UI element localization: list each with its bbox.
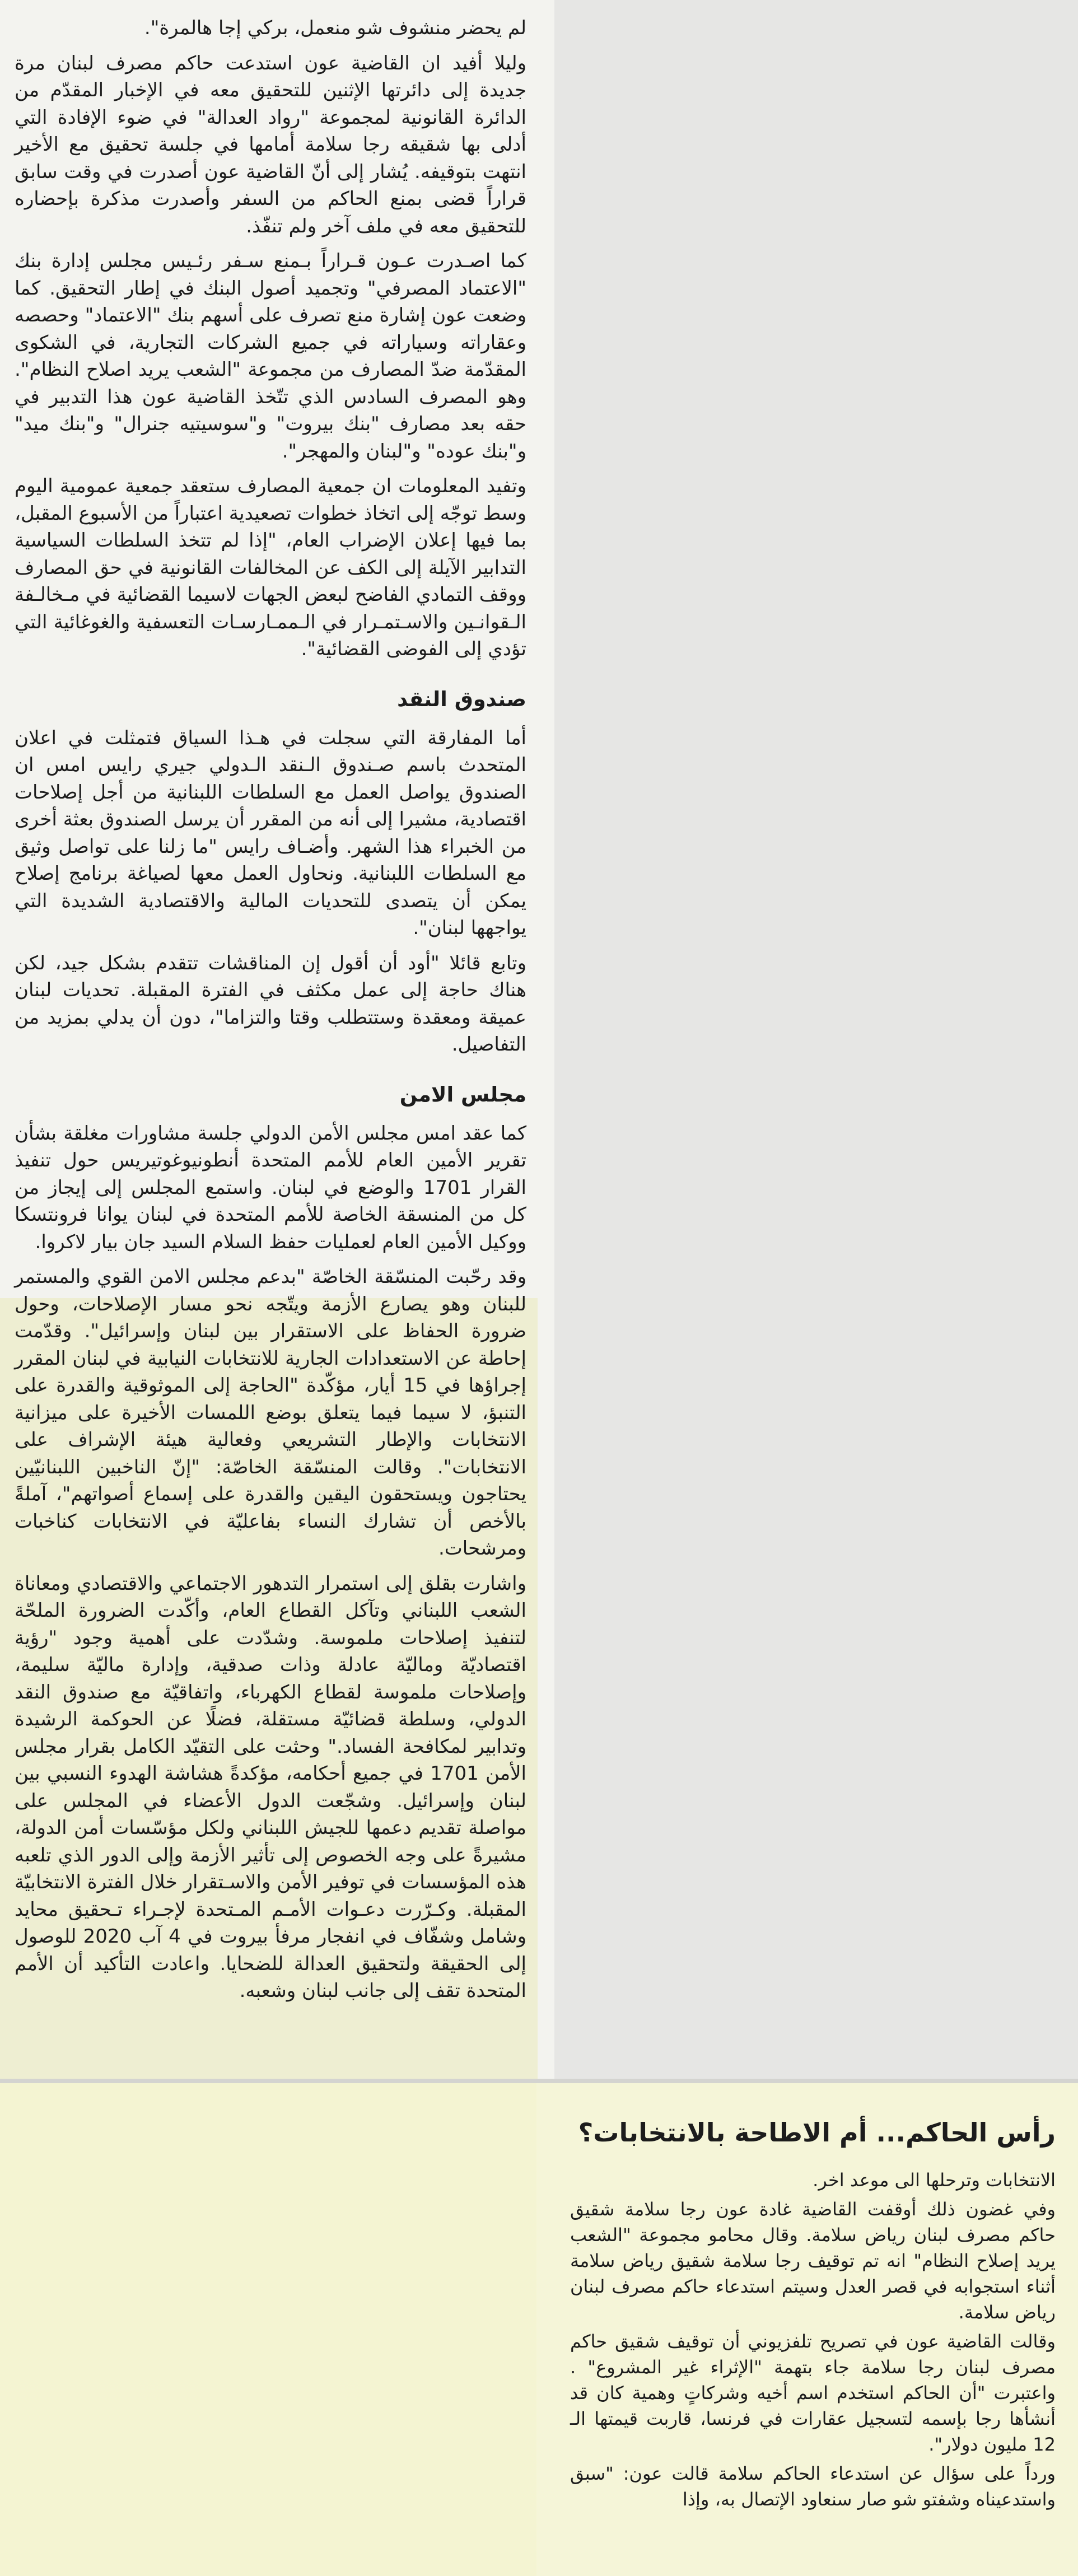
- paragraph: وتابع قائلا "أود أن أقول إن المناقشات تتقدم بشكل جيد، لكن هناك حاجة إلى عمل مكثف في الفترة المقبلة. تحديات لبنان عميقة ومعقدة وستتطلب وقتا والتزاما"، دون أن يدلي بمزيد من التفاصيل.: [15, 951, 526, 1056]
- bottom-left-background: [0, 2083, 536, 2576]
- paragraph: كما اصـدرت عـون قـراراً بـمنع سـفر رئـيس مجلس إدارة بنك "الاعتماد المصرفي" وتجميد أصول البنك في إطار التحقيق. كما وضعت عون إشارة منع تصرف على أسهم بنك "الاعتماد" وحصصه وعقاراته وسياراته في جميع الشركات التجارية، في الشكوى المقدّمة ضدّ المصارف من مجموعة "الشعب يريد اصلاح النظام". وهو المصرف السادس الذي تتّخذ القاضية عون هذا التدبير في حقه بعد مصارف "بنك بيروت" و"سوسيتيه جنرال" و"بنك ميد" و"بنك عوده" و"لبنان والمهجر".: [15, 250, 526, 463]
- section-heading-imf: صندوق النقد: [397, 687, 526, 711]
- article-clipping-top: [0, 0, 554, 2079]
- paragraph: واشارت بقلق إلى استمرار التدهور الاجتماعي والاقتصادي ومعاناة الشعب اللبناني وتآكل القطاع العام، وأكّدت الضرورة الملحّة لتنفيذ إصلاحات ملموسة. وشدّدت على أهمية وجود "رؤية اقتصاديّة وماليّة عادلة وذات صدقية، وإدارة ماليّة سليمة، وإصلاحات ملموسة لقطاع الكهرباء، واتفاقيّة مع صندوق النقد الدولي، وسلطة قضائيّة مستقلة، فضلًا عن الحوكمة الرشيدة وتدابير لمكافحة الفساد." وحثت على التقيّد الكامل بقرار مجلس الأمن 1701 في جميع أحكامه، مؤكدةً هشاشة الهدوء النسبي بين لبنان وإسرائيل. وشجّعت الدول الأعضاء في المجلس على مواصلة تقديم دعمها للجيش اللبناني ولكل مؤسّسات أمن الدولة، مشيرةً على وجه الخصوص إلى تأثير الأزمة وإلى الدور الذي تلعبه هذه المؤسسات في توفير الأمن والاسـتقرار خلال الفترة الانتخابيّة المقبلة. وكـرّرت دعـوات الأمـم المـتحدة لإجـراء تـحقيق محايد وشامل وشفّاف في انفجار مرفأ بيروت في 4 آب 2020 للوصول إلى الحقيقة ولتحقيق العدالة للضحايا. واعادت التأكيد أن الأمم المتحدة تقف إلى جانب لبنان وشعبه.: [15, 1572, 526, 2002]
- paragraph: وفي غضون ذلك أوقفت القاضية غادة عون رجا سلامة شقيق حاكم مصرف لبنان رياض سلامة. وقال محامو مجموعة "الشعب يريد إصلاح النظام" انه تم توقيف رجا سلامة شقيق رياض سلامة أثناء استجوابه في قصر العدل وسيتم استدعاء حاكم مصرف لبنان رياض سلامة.: [570, 2199, 1056, 2323]
- paragraph: وقد رحّبت المنسّقة الخاصّة "بدعم مجلس الامن القوي والمستمر للبنان وهو يصارع الأزمة ويتّجه نحو مسار الإصلاحات، وحول ضرورة الحفاظ على الاستقرار بين لبنان وإسرائيل". وقدّمت إحاطة عن الاستعدادات الجارية للانتخابات النيابية في لبنان المقرر إجراؤها في 15 أيار، مؤكّدة "الحاجة إلى الموثوقية والقدرة على التنبؤ، لا سيما فيما يتعلق بوضع اللمسات الأخيرة على ميزانية الانتخابات والإطار التشريعي وفعالية هيئة الإشراف على الانتخابات". وقالت المنسّقة الخاصّة: "إنّ الناخبين اللبنانيّين يحتاجون ويستحقون اليقين والقدرة على إسماع أصواتهم"، آملةً بالأخص أن تشارك النساء بفاعليّة في الانتخابات كناخبات ومرشحات.: [15, 1266, 526, 1560]
- paragraph: لم يحضر منشوف شو منعمل، بركي إجا هالمرة".: [144, 17, 526, 39]
- article-clipping-bottom: [536, 2083, 1078, 2576]
- article-headline: رأس الحاكم... أم الاطاحة بالانتخابات؟: [578, 2117, 1056, 2148]
- paragraph: أما المفارقة التي سجلت في هـذا السياق فتمثلت في اعلان المتحدث باسم صـندوق الـنقد الـدولي جيري رايس امس ان الصندوق يواصل العمل مع السلطات اللبنانية من أجل إصلاحات اقتصادية، مشيرا إلى أنه من المقرر أن يرسل الصندوق بعثة أخرى من الخبراء هذا الشهر. وأضـاف رايس "ما زلنا على تواصل وثيق مع السلطات اللبنانية. ونحاول العمل معها لصياغة برنامج إصلاح يمكن أن يتصدى للتحديات المالية والاقتصادية الشديدة التي يواجهها لبنان".: [15, 726, 526, 939]
- paragraph: وقالت القاضية عون في تصريح تلفزيوني أن توقيف شقيق حاكم مصرف لبنان رجا سلامة جاء بتهمة "الإثراء غير المشروع" . واعتبرت "أن الحاكم استخدم اسم أخيه وشركاتٍ وهمية كان قد أنشأها رجا بإسمه لتسجيل عقارات في فرنسا، قاربت قيمتها الـ 12 مليون دولار".: [570, 2331, 1056, 2455]
- paragraph: وليلا أفيد ان القاضية عون استدعت حاكم مصرف لبنان مرة جديدة إلى دائرتها الإثنين للتحقيق معه في الإخبار المقدّم من الدائرة القانونية لمجموعة "رواد العدالة" في ضوء الإفادة التي أدلى بها شقيقه رجا سلامة أمامها في جلسة تحقيق مع الأخير انتهت بتوقيفه. يُشار إلى أنّ القاضية عون أصدرت في وقت سابق قراراً قضى بمنع الحاكم من السفر وأصدرت مذكرة بإحضاره للتحقيق معه في ملف آخر ولم تنفّذ.: [15, 52, 526, 237]
- section-divider: [0, 2079, 1078, 2083]
- right-background: [554, 0, 1078, 2079]
- paragraph: ورداً على سؤال عن استدعاء الحاكم سلامة قالت عون: "سبق واستدعيناه وشفتو شو صار سنعاود الإتصال به، وإذا: [570, 2463, 1056, 2510]
- paragraph: الانتخابات وترحلها الى موعد اخر.: [813, 2169, 1056, 2191]
- section-heading-security-council: مجلس الامن: [399, 1082, 526, 1107]
- paragraph: كما عقد امس مجلس الأمن الدولي جلسة مشاورات مغلقة بشأن تقرير الأمين العام للأمم المتحدة أنطونيوغوتيريس حول تنفيذ القرار 1701 والوضع في لبنان. واستمع المجلس إلى إيجاز من كل من المنسقة الخاصة للأمم المتحدة في لبنان يوانا فرونتسكا ووكيل الأمين العام لعمليات حفظ السلام السيد جان بيار لاكروا.: [15, 1122, 526, 1253]
- paragraph: وتفيد المعلومات ان جمعية المصارف ستعقد جمعية عمومية اليوم وسط توجّه إلى اتخاذ خطوات تصعيدية اعتباراً من الأسبوع المقبل، بما فيها إعلان الإضراب العام، "إذا لم تتخذ السلطات السياسية التدابير الآيلة إلى الكف عن المخالفات القانونية في حق المصارف ووقف التمادي الفاضح لبعض الجهات لاسيما القضائية في مـخالـفة الـقوانـين والاسـتمـرار في الـممـارسـات التعسفية والغوغائية التي تؤدي إلى الفوضى القضائية".: [15, 475, 526, 660]
